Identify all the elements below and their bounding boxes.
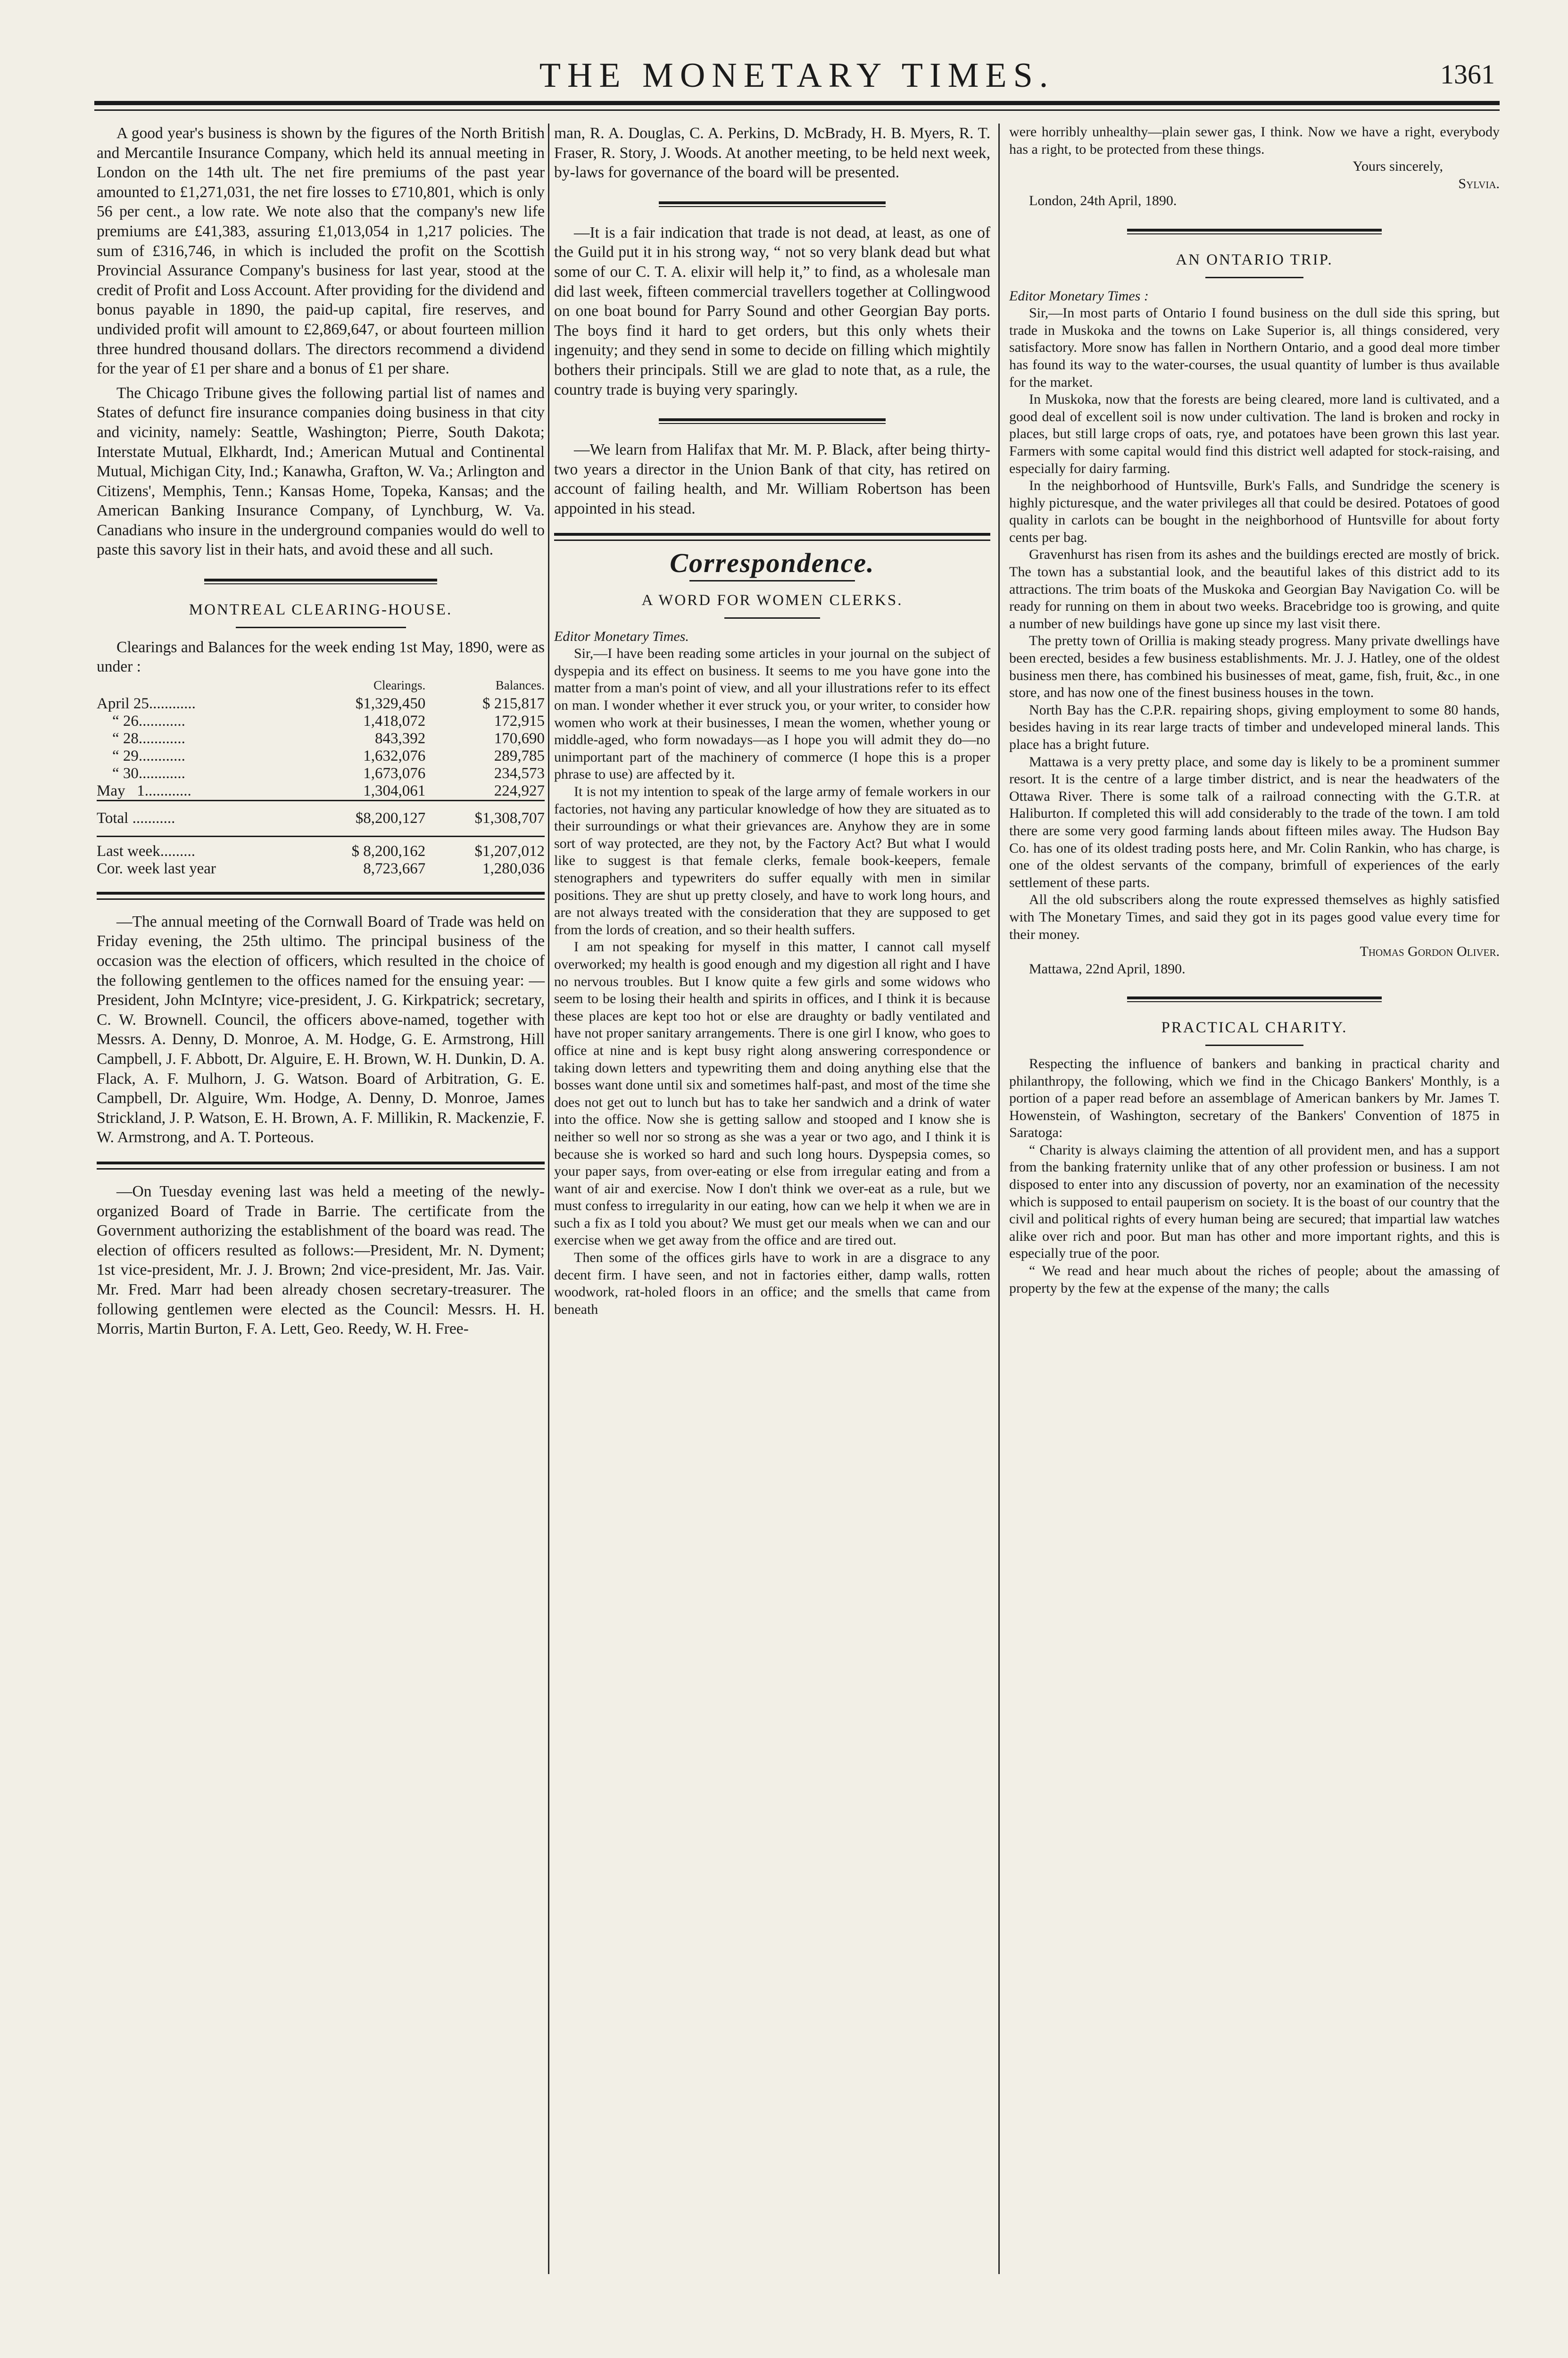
row-clearings: 843,392 — [375, 730, 426, 747]
heading-rule — [689, 580, 855, 581]
section-rule — [1127, 229, 1382, 234]
masthead — [94, 52, 1500, 104]
row-date: May 1............ — [97, 782, 191, 799]
article-barrie: —On Tuesday evening last was held a meeting of the newly-organized Board of Trade in Barrie. The certificate from the Government authorizing the establishment of the board was read. The election of officers resulted as follows:—President, Mr. N. Dyment; 1st vice-president, Mr. J. J. Brown; 2nd vice-president, Mr. Jas. Vair. Mr. Fred. Marr had been already chosen secretary-treasurer. The following gentlemen were elected as the Council: Messrs. H. H. Morris, Martin Burton, F. A. Lett, Geo. Reedy, W. H. Free- — [97, 1182, 545, 1338]
article-halifax: —We learn from Halifax that Mr. M. P. Black, after being thirty-two years a director in the Union Bank of that city, has retired on account of failing health, and Mr. William Robertson has been appointed in his stead. — [554, 441, 990, 517]
letter-paragraph: It is not my intention to speak of the large army of female workers in our factories, not having any particular knowledge of how they are situated as to their surroundings or what their grievances are. Anyhow they are in some sort of way protected, are they not, by the Factory Act? But what I would like to suggest is that female clerks, female book-keepers, female stenographers and typewriters do suffer equally with men in similar positions. They are shut up pretty closely, and have to work long hours, and are not always treated with the consideration that they are supposed to get from the lords of creation, and so their health suffers. — [554, 784, 990, 938]
letter-continued: were horribly unhealthy—plain sewer gas, I think. Now we have a right, everybody has a right, to be protected from these things. — [1009, 124, 1500, 157]
letter-paragraph: Then some of the offices girls have to work in are a disgrace to any decent firm. I have seen, and not in factories either, damp walls, rotten woodwork, rat-holed floors in an office; and the smells that came from beneath — [554, 1250, 990, 1317]
letter-paragraph: Sir,—In most parts of Ontario I found business on the dull side this spring, but trade in Muskoka and the towns on Lake Superior is, all things considered, very satisfactory. More snow has fallen in Northern Ontario, and a good deal more timber has found its way to the water-courses, the usual quantity of lumber is thus available for the market. — [1009, 305, 1500, 390]
total-clearings: $8,200,127 — [299, 800, 425, 836]
row-date: “ 29............ — [97, 747, 185, 764]
letter-paragraph: Gravenhurst has risen from its ashes and the buildings erected are mostly of brick. The town has a substantial look, and the beautiful lakes of this district add to its attractions. The trim boats of the Muskoka and Georgian Bay Navigation Co. will be ready for running on them in about two weeks. Bracebridge too is growing, and quite a number of new buildings have gone up since my last visit there. — [1009, 547, 1500, 631]
cor-week-row — [97, 860, 545, 878]
column-divider — [548, 124, 549, 2274]
column-divider — [998, 124, 1000, 2274]
row-clearings: $1,329,450 — [355, 695, 426, 712]
row-clearings: 1,418,072 — [363, 712, 426, 730]
practical-charity-heading: PRACTICAL CHARITY. — [1161, 1019, 1348, 1037]
letter-paragraph: All the old subscribers along the route expressed themselves as highly satisfied with The Monetary Times, and said they got in its pages good value every time for their money. — [1009, 892, 1500, 942]
article-north-british: A good year's business is shown by the figures of the North British and Mercantile Insurance Company, which held its annual meeting in London on the 14th ult. The net fire premiums of the past year amounted to £1,271,031, the net fire losses to £710,801, which is only 56 per cent., a low rate. We note also that the company's new life premiums are £41,383, assuring £1,013,054 in 1,217 policies. The sum of £316,746, in which is included the profit on the Scottish Provincial Assurance Company's business for last year, stood at the credit of Profit and Loss Account. After providing for the dividend and bonus payable in 1890, the paid-up capital, fire reserves, and undivided profit will amount to £2,869,647, or about fourteen million three hundred thousand dollars. The directors recommend a dividend for the year of £1 per share and a bonus of £1 per share. — [97, 125, 545, 378]
row-balances: $ 215,817 — [482, 695, 545, 712]
women-clerks-heading: A WORD FOR WOMEN CLERKS. — [641, 592, 903, 609]
row-date: “ 26............ — [97, 712, 185, 730]
correspondence-heading: Correspondence. — [670, 547, 875, 578]
article-barrie-continued: man, R. A. Douglas, C. A. Perkins, D. McBrady, H. B. Myers, R. T. Fraser, R. Story, J. Woods. At another meeting, to be held next week, by-laws for governance of the board will be presented. — [554, 125, 990, 182]
section-rule — [97, 1162, 545, 1170]
balances-column-header: Balances. — [495, 678, 545, 692]
table-row — [97, 782, 545, 801]
table-row — [97, 695, 545, 713]
row-balances: 170,690 — [494, 730, 545, 747]
row-clearings: 1,632,076 — [363, 747, 426, 764]
section-rule — [97, 892, 545, 900]
clearings-column-header: Clearings. — [373, 678, 426, 692]
letter-signature: Thomas Gordon Oliver. — [1360, 944, 1500, 960]
heading-rule — [724, 617, 821, 619]
section-rule — [554, 533, 990, 541]
total-label: Total ........... — [97, 800, 299, 836]
row-clearings: 1,673,076 — [363, 764, 426, 782]
cor-week-clearings: 8,723,667 — [363, 860, 426, 877]
editor-salutation: Editor Monetary Times. — [554, 628, 689, 644]
section-rule — [204, 579, 437, 584]
masthead-rule-thin — [94, 109, 1500, 111]
last-week-row — [97, 836, 545, 860]
clearing-house-table — [97, 677, 545, 878]
table-row — [97, 730, 545, 747]
editor-salutation: Editor Monetary Times : — [1009, 288, 1149, 304]
heading-rule — [1205, 277, 1303, 278]
ontario-trip-heading: AN ONTARIO TRIP. — [1176, 251, 1333, 268]
table-row — [97, 765, 545, 782]
heading-rule — [236, 627, 406, 628]
article-trade: —It is a fair indication that trade is not dead, at least, as one of the Guild put it in his strong way, “ not so very blank dead but what some of our C. T. A. elixir will help it,” to find, as a wholesale man did last week, fifteen commercial travellers together at Collingwood on one boat bound for Parry Sound and other Georgian Bay ports. The boys find it hard to get orders, but this only whets their ingenuity; and they send in some to decide on filling which mightily bothers their principals. Still we are glad to note that, as a rule, the country trade is buying very sparingly. — [554, 224, 990, 399]
article-paragraph: “ We read and hear much about the riches of people; about the amassing of property by the few at the expense of the many; the calls — [1009, 1263, 1500, 1296]
total-row — [97, 800, 545, 836]
column-3 — [1009, 124, 1500, 1297]
row-date: “ 30............ — [97, 764, 185, 782]
cor-week-balances: 1,280,036 — [482, 860, 545, 877]
section-rule — [659, 201, 886, 207]
article-cornwall: —The annual meeting of the Cornwall Board of Trade was held on Friday evening, the 25th ultimo. The principal business of the occasion was the election of officers, which resulted in the choice of the following gentlemen to the offices named for the ensuing year: —President, John McIntyre; vice-president, J. G. Kirkpatrick; secretary, C. W. Brownell. Council, the officers above-named, together with Messrs. A. Denny, D. Monroe, A. M. Hodge, G. E. Armstrong, Hill Campbell, J. F. Abbott, Dr. Alguire, E. H. Brown, W. H. Dunkin, D. A. Flack, A. F. Mulhorn, J. G. Watson. Board of Arbitration, G. E. Campbell, Dr. Alguire, Wm. Hodge, A. Denny, D. Monroe, James Strickland, J. P. Watson, E. H. Brown, A. F. Millikin, R. Mackenzie, F. W. Armstrong, and A. T. Porteous. — [97, 913, 545, 1146]
article-paragraph: “ Charity is always claiming the attention of all provident men, and has a support from the banking fraternity unlike that of any other profession or business. I am not disposed to enter into any discussion of poverty, nor an examination of the necessity which is supposed to entail pauperism on society. It is the boast of our country that the civil and political rights of every human being are secured; that impartial law watches alike over rich and poor. But man has other and more important rights, and this is especially true of the poor. — [1009, 1142, 1500, 1262]
cor-week-label: Cor. week last year — [97, 860, 216, 877]
column-2 — [554, 124, 990, 1318]
letter-paragraph: Sir,—I have been reading some articles in your journal on the subject of dyspepia and its effect on business. It seems to me you have gone into the matter from a man's point of view, and all your illustrations refer to its effect on man. I wonder whether it ever struck you, or your writer, to consider how women who work at their businesses, I mean the women, whether young or middle-aged, who form nowadays—as I hope you will admit they do—no unimportant part of the machinery of commerce (I hope this is a proper phrase to use) are affected by it. — [554, 646, 990, 782]
section-rule — [659, 418, 886, 424]
letter-paragraph: Mattawa is a very pretty place, and some day is likely to be a prominent summer resort. It is the centre of a large timber district, and is near the headwaters of the Ottawa River. There is some talk of a railroad connecting with the G.T.R. at Haliburton. If completed this will add considerably to the trade of the town. I am told there are some very good farming lands about fifteen miles away. The Hudson Bay Co. has one of its oldest trading posts here, and Mr. Colin Rankin, who has charge, is one of the oldest servants of the company, brimfull of experiences of the early settlement of these parts. — [1009, 754, 1500, 890]
row-balances: 234,573 — [494, 764, 545, 782]
row-date: April 25............ — [97, 695, 196, 712]
heading-rule — [1205, 1045, 1303, 1046]
letter-place-date: London, 24th April, 1890. — [1029, 193, 1177, 209]
last-week-balances: $1,207,012 — [425, 836, 545, 860]
row-balances: 289,785 — [494, 747, 545, 764]
page-number: 1361 — [1440, 59, 1495, 90]
last-week-label: Last week......... — [97, 836, 299, 860]
row-clearings: 1,304,061 — [363, 782, 426, 799]
newspaper-title: THE MONETARY TIMES. — [539, 56, 1055, 95]
table-row — [97, 747, 545, 765]
letter-paragraph: In the neighborhood of Huntsville, Burk's Falls, and Sundridge the scenery is highly picturesque, and the water privileges all that could be desired. Potatoes of good quality in carlots can be bought in the neighborhood of Huntsville for about forty cents per bag. — [1009, 478, 1500, 545]
article-chicago-tribune: The Chicago Tribune gives the following partial list of names and States of defunct fire insurance companies doing business in that city and vicinity, namely: Seattle, Washington; Pierre, South Dakota; Interstate Mutual, Elkhardt, Ind.; American Mutual and Continental Mutual, Michigan City, Ind.; Kanawha, Grafton, W. Va.; Arlington and Citizens', Memphis, Tenn.; Kansas Home, Topeka, Kansas; and the American Banking Insurance Company, of Lynchburg, W. Va. Canadians who insure in the underground companies would do well to paste this savory list in their hats, and avoid these and all such. — [97, 384, 545, 559]
letter-closing: Yours sincerely, — [1352, 158, 1443, 174]
letter-paragraph: In Muskoka, now that the forests are being cleared, more land is cultivated, and a good deal of excellent soil is now under cultivation. The land is broken and rocky in places, but still large crops of oats, rye, and potatoes have been grown this last year. Farmers with some capital would find this district well adapted for stock-raising, and especially for dairy farming. — [1009, 391, 1500, 476]
masthead-rule — [94, 101, 1500, 105]
column-1 — [97, 124, 545, 1339]
article-paragraph: Respecting the influence of bankers and banking in practical charity and philanthropy, the following, which we find in the Chicago Bankers' Monthly, is a portion of a paper read before an assemblage of American bankers by Mr. James T. Howenstein, of Washington, secretary of the Bankers' Convention of 1875 in Saratoga: — [1009, 1055, 1500, 1141]
row-balances: 224,927 — [494, 782, 545, 799]
letter-paragraph: I am not speaking for myself in this matter, I cannot call myself overworked; my health is good enough and my digestion all right and I have no nervous troubles. But I know quite a few girls and some widows who seem to be losing their health and spirits in offices, and I think it is because these places are kept too hot or else are draughty or badly ventilated and have not proper sanitary arrangements. There is one girl I know, who goes to office at nine and is kept busy right along answering correspondence or taking down letters and typewriting them and doing anything else that the bosses want done until six and sometimes half-past, and most of the time she does not get out to lunch but has to take her sandwich and a drink of water into the office. Now she is getting sallow and stooped and I know she is neither so well nor so strong as she was a year or two ago, and I think it is because she is worked so hard and such long hours. Dyspepsia comes, so your paper says, from over-eating or else from irregular eating and from a want of air and exercise. Now I don't think we over-eat as a rule, but we must confess to irregularity in our eating, how can we help it when we are in such a fix as I told you about? We must get our meals when we can and our exercise when we get away from the office and are tired out. — [554, 939, 990, 1248]
total-balances: $1,308,707 — [425, 800, 545, 836]
clearing-house-intro: Clearings and Balances for the week ending 1st May, 1890, were as under : — [97, 638, 545, 676]
table-header-row — [97, 677, 545, 695]
row-balances: 172,915 — [494, 712, 545, 730]
table-row — [97, 713, 545, 730]
row-date: “ 28............ — [97, 730, 185, 747]
letter-place-date: Mattawa, 22nd April, 1890. — [1029, 961, 1186, 977]
last-week-clearings: $ 8,200,162 — [299, 836, 425, 860]
letter-paragraph: The pretty town of Orillia is making steady progress. Many private dwellings have been erected, besides a few business establishments. Mr. J. J. Hatley, one of the oldest business men there, has combined his businesses of meat, game, fish, fruit, &c., in one store, and has now one of the finest business houses in the town. — [1009, 633, 1500, 701]
letter-paragraph: North Bay has the C.P.R. repairing shops, giving employment to some 80 hands, besides having in its rear large tracts of timber and undeveloped mineral lands. This place has a bright future. — [1009, 702, 1500, 752]
clearing-house-heading: MONTREAL CLEARING-HOUSE. — [189, 601, 453, 619]
section-rule — [1127, 996, 1382, 1002]
letter-signature: Sylvia. — [1458, 175, 1500, 191]
